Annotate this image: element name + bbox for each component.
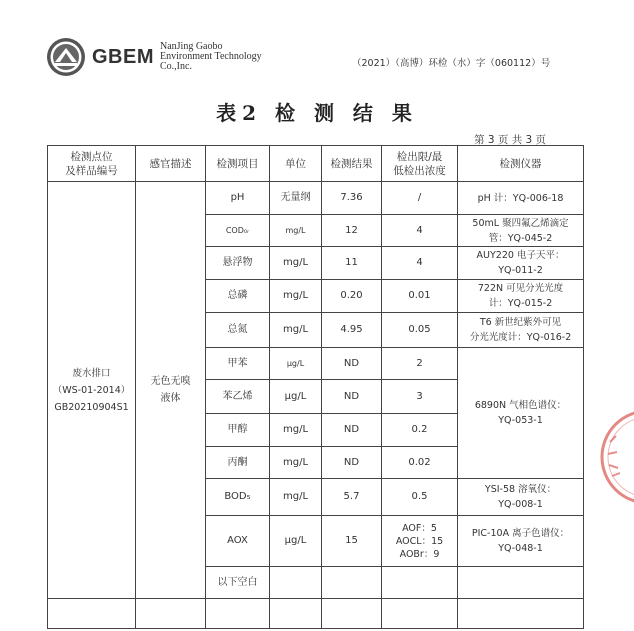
table-row: 总氮 mg/L 4.95 0.05 T6 新世纪紫外可见 分光光度计：YQ-016-2 bbox=[48, 313, 584, 348]
table-header-row bbox=[48, 146, 584, 182]
results-table bbox=[47, 145, 584, 629]
table-row: 丙酮 mg/L ND 0.02 bbox=[48, 447, 584, 479]
table-row: 悬浮物 mg/L 11 4 AUY220 电子天平： YQ-011-2 bbox=[48, 247, 584, 280]
company-logo-icon bbox=[46, 37, 86, 77]
header-item: 检测项目 bbox=[206, 146, 270, 182]
table-row: BOD₅ mg/L 5.7 0.5 YSI-58 溶氧仪： YQ-008-1 bbox=[48, 479, 584, 516]
table-row: COD₀ᵣ mg/L 12 4 50mL 聚四氟乙烯滴定 管：YQ-045-2 bbox=[48, 215, 584, 247]
table-row: 废水排口 （WS-01-2014） GB20210904S1 无色无嗅 液体 pH 无量纲 7.36 / pH 计：YQ-006-18 bbox=[48, 182, 584, 215]
company-name: NanJing Gaobo Environment Technology Co.,Inc. bbox=[160, 41, 262, 72]
table-row: AOX μg/L 15 AOF：5 AOCL：15 AOBr：9 PIC-10A 离子色谱仪： YQ-048-1 bbox=[48, 516, 584, 567]
table-row: 苯乙烯 μg/L ND 3 bbox=[48, 380, 584, 414]
gc-instrument-cell: 6890N 气相色谱仪： YQ-053-1 bbox=[458, 348, 584, 479]
sense-cell: 无色无嗅 液体 bbox=[136, 182, 206, 599]
header-sense: 感官描述 bbox=[136, 146, 206, 182]
header-limit: 检出限/最 低检出浓度 bbox=[382, 146, 458, 182]
page-title: 表2 检 测 结 果 bbox=[216, 101, 418, 125]
header-unit: 单位 bbox=[270, 146, 322, 182]
table-row: 总磷 mg/L 0.20 0.01 722N 可见分光光度 计：YQ-015-2 bbox=[48, 280, 584, 313]
document-number: （2021）（高博）环检（水）字（060112）号 bbox=[352, 58, 551, 69]
table-row: 甲苯 μg/L ND 2 6890N 气相色谱仪： YQ-053-1 bbox=[48, 348, 584, 380]
site-cell: 废水排口 （WS-01-2014） GB20210904S1 bbox=[48, 182, 136, 599]
table-row: 甲醇 mg/L ND 0.2 bbox=[48, 414, 584, 447]
red-seal-stamp-icon bbox=[590, 402, 634, 512]
header-instrument: 检测仪器 bbox=[458, 146, 584, 182]
page-indicator: 第 3 页 共 3 页 bbox=[474, 134, 547, 146]
header-site: 检测点位 及样品编号 bbox=[48, 146, 136, 182]
blank-note: 以下空白 bbox=[206, 567, 270, 599]
brand-name: GBEM bbox=[92, 46, 154, 68]
header-result: 检测结果 bbox=[322, 146, 382, 182]
table-row bbox=[48, 599, 584, 629]
